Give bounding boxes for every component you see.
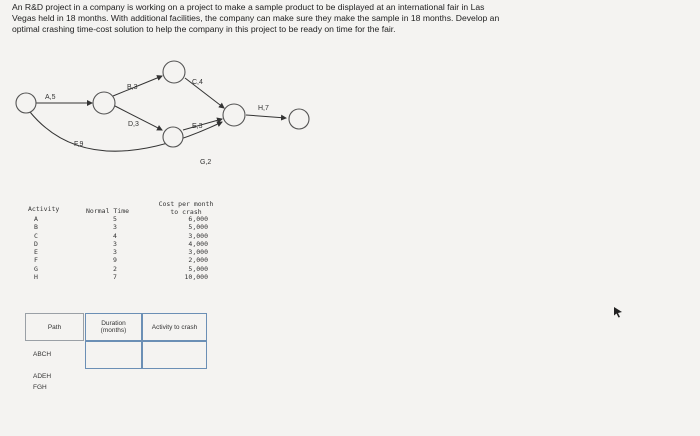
header-cost-line-1: Cost per month [158,200,214,208]
header-path: Path [25,313,84,341]
edge-c [185,78,224,108]
cost-cell: 3,000 [188,231,208,240]
node-5 [223,104,245,126]
cost-cell: 3,000 [188,248,208,257]
edge-label-b: B,3 [127,84,138,91]
node-2 [93,92,115,114]
header-duration-line-1: Duration [101,320,126,327]
activity-cell: H [34,273,38,282]
path-row-label: FGH [33,384,47,391]
node-1 [16,93,36,113]
edge-label-e: E,3 [192,123,203,130]
header-normal-time: Normal Time [86,207,130,215]
header-cost-line-2: to crash [170,208,202,216]
cost-cell: 5,000 [188,264,208,273]
normal-time-cell: 7 [113,273,117,282]
problem-line-2: Vegas held in 18 months. With additional facilities, the company can make sure they make the sample in 18 months. Develop an [12,13,500,23]
activity-cell: B [34,223,38,232]
edge-label-f: F,9 [74,141,84,148]
edge-label-a: A,5 [45,94,56,101]
cursor-icon [612,306,624,318]
header-duration [85,313,142,341]
problem-line-1: An R&D project in a company is working on a project to make a sample product to be displayed at an international fair in Las [12,2,485,12]
crash-input-abch[interactable] [142,341,207,369]
normal-time-cell: 9 [113,256,117,265]
path-row-label: ADEH [33,373,52,380]
activity-cell: F [34,256,38,265]
normal-time-cell: 3 [113,239,117,248]
cost-cell: 10,000 [184,273,208,282]
normal-time-cell: 4 [113,231,117,240]
edge-label-c: C,4 [192,79,203,86]
header-cost [148,200,224,216]
normal-time-cell: 3 [113,248,117,257]
cost-cell: 4,000 [188,239,208,248]
node-3 [163,61,185,83]
cost-cell: 5,000 [188,223,208,232]
edge-label-g: G,2 [200,159,212,166]
activity-cell: A [34,215,38,223]
normal-time-cell: 5 [113,215,117,223]
normal-time-column [108,215,122,281]
header-activity: Activity [28,205,60,213]
activity-cell: G [34,264,38,273]
header-duration-line-2: (months) [100,327,127,334]
project-network-diagram [0,0,700,200]
problem-line-3: optimal crashing time-cost solution to help the company in this project to be ready on time for the fair. [12,24,396,34]
activity-cell: D [34,239,38,248]
normal-time-cell: 2 [113,264,117,273]
activity-cell: E [34,248,38,257]
cost-cell: 6,000 [188,215,208,223]
node-4 [163,127,183,147]
node-6 [289,109,309,129]
header-activity-to-crash: Activity to crash [142,313,207,341]
activity-column [29,215,43,281]
path-row-label: ABCH [33,351,52,358]
duration-input-abch[interactable] [85,341,142,369]
edge-f [30,112,222,151]
edge-label-h: H,7 [258,105,269,112]
activity-cell: C [34,231,38,240]
edge-h [246,115,286,118]
cost-cell: 2,000 [188,256,208,265]
normal-time-cell: 3 [113,223,117,232]
cost-column [168,215,208,281]
edge-label-d: D,3 [128,121,139,128]
